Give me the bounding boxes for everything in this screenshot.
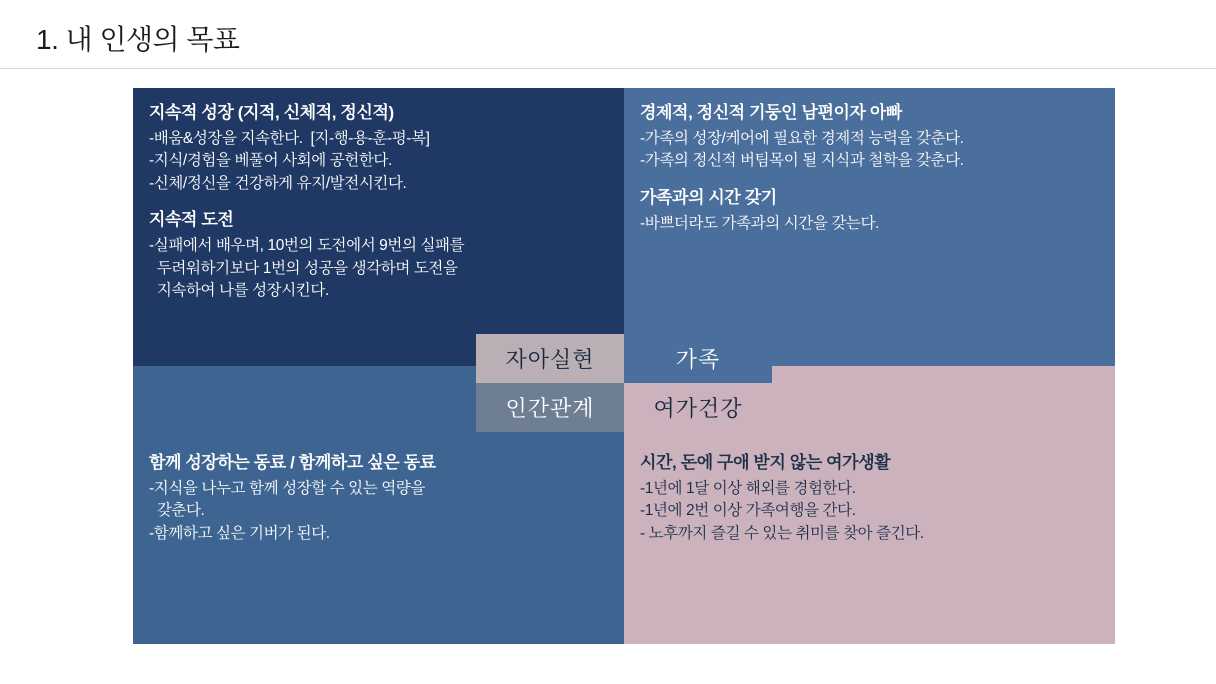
goal-block <box>149 102 608 195</box>
quadrant-self-realization-content <box>149 102 608 303</box>
matrix-center-labels <box>476 334 772 432</box>
goal-block <box>640 102 1099 173</box>
goal-heading: 가족과의 시간 갖기 <box>640 187 777 207</box>
goal-line: -실패에서 배우며, 10번의 도전에서 9번의 실패를 <box>149 237 465 255</box>
goal-line: -지식을 나누고 함께 성장할 수 있는 역량을 <box>149 479 425 497</box>
quadrant-self-realization <box>133 88 624 366</box>
goal-block <box>149 209 608 302</box>
quadrant-relationships-content <box>149 452 608 545</box>
goal-line: -바쁘더라도 가족과의 시간을 갖는다. <box>640 214 879 232</box>
slide-left-edge-bar <box>0 0 6 684</box>
goal-block <box>149 452 608 545</box>
goal-line: -신체/정신을 건강하게 유지/발전시킨다. <box>149 174 407 192</box>
goal-line: -1년에 1달 이상 해외를 경험한다. <box>640 479 856 497</box>
goal-heading: 함께 성장하는 동료 / 함께하고 싶은 동료 <box>149 453 436 472</box>
goal-heading: 경제적, 정신적 기둥인 남편이자 아빠 <box>640 103 902 122</box>
goal-line: -1년에 2번 이상 가족여행을 간다. <box>640 502 856 520</box>
goal-line: 두려워하기보다 1번의 성공을 생각하며 도전을 <box>149 259 458 277</box>
label-leisure-health: 여가건강 <box>624 383 772 432</box>
life-goals-matrix <box>133 88 1115 644</box>
goal-heading: 지속적 도전 <box>149 210 234 230</box>
quadrant-leisure-health-content <box>640 452 1099 545</box>
title-divider <box>0 68 1216 69</box>
goal-line: -배움&성장을 지속한다. [지-행-용-훈-평-복] <box>149 129 430 147</box>
goal-line: 지속하여 나를 성장시킨다. <box>149 282 329 300</box>
goal-line: - 노후까지 즐길 수 있는 취미를 찾아 즐긴다. <box>640 524 924 542</box>
goal-heading: 지속적 성장 (지적, 신체적, 정신적) <box>149 103 394 122</box>
label-relationships: 인간관계 <box>476 383 624 432</box>
label-self-realization: 자아실현 <box>476 334 624 383</box>
goal-line: -가족의 성장/케어에 필요한 경제적 능력을 갖춘다. <box>640 129 964 147</box>
goal-block <box>640 452 1099 545</box>
label-family: 가족 <box>624 334 772 383</box>
goal-line: -함께하고 싶은 기버가 된다. <box>149 524 330 542</box>
quadrant-family-content <box>640 102 1099 235</box>
goal-line: -지식/경험을 베풀어 사회에 공헌한다. <box>149 152 392 170</box>
goal-line: -가족의 정신적 버팀목이 될 지식과 철학을 갖춘다. <box>640 152 964 170</box>
goal-line: 갖춘다. <box>149 502 205 520</box>
quadrant-family <box>624 88 1115 366</box>
goal-block <box>640 187 1099 235</box>
goal-heading: 시간, 돈에 구애 받지 않는 여가생활 <box>640 453 891 472</box>
page-title: 1. 내 인생의 목표 <box>36 24 240 55</box>
